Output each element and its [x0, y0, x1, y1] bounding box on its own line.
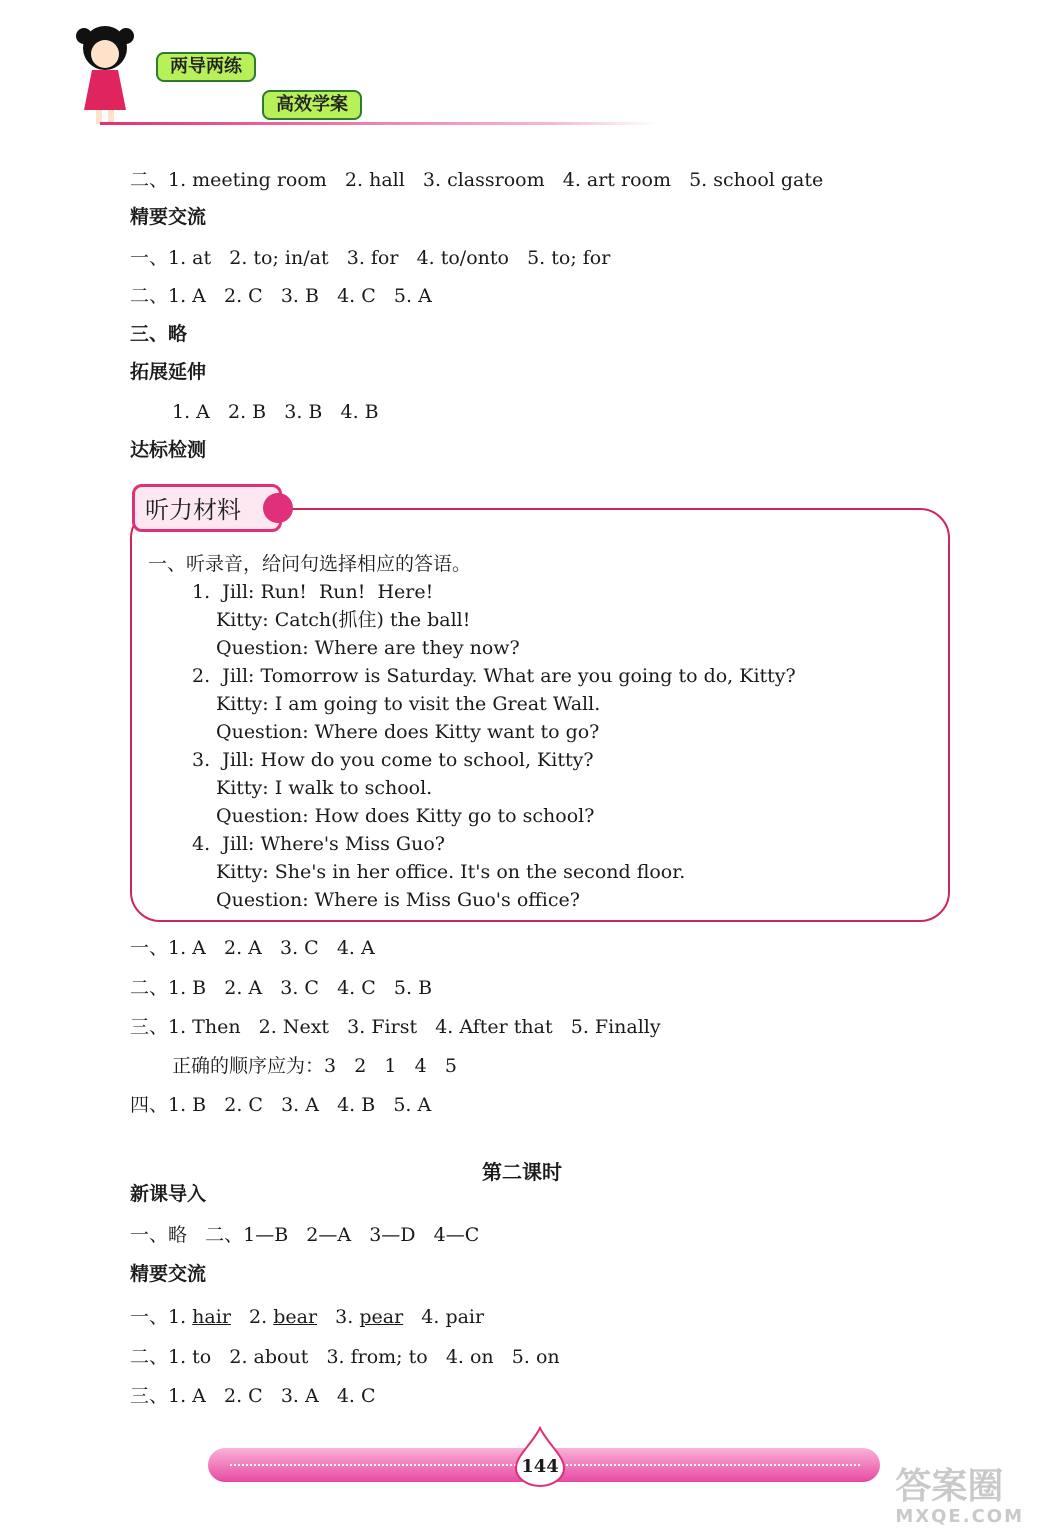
- girl-mascot-icon: [70, 18, 140, 128]
- listening-line: 1. Jill: Run! Run! Here!: [192, 581, 434, 603]
- section-heading: 新课导入: [130, 1183, 207, 1205]
- listening-line: Question: Where is Miss Guo's office?: [216, 889, 580, 911]
- text-fragment: 3.: [317, 1306, 360, 1328]
- section-heading: 精要交流: [130, 206, 207, 228]
- listening-line: Question: How does Kitty go to school?: [216, 805, 595, 827]
- underlined-word: hair: [192, 1306, 231, 1328]
- section-heading: 精要交流: [130, 1263, 207, 1285]
- header-tag-series: 两导两练: [156, 52, 256, 82]
- answer-line: 三、略: [130, 323, 188, 345]
- listening-material-title: [132, 484, 282, 532]
- listening-line: 4. Jill: Where's Miss Guo?: [192, 833, 445, 855]
- underlined-word: bear: [273, 1306, 318, 1328]
- answer-line: 一、略 二、1—B 2—A 3—D 4—C: [130, 1224, 480, 1246]
- answer-line: 一、1. at 2. to; in/at 3. for 4. to/onto 5. to; for: [130, 247, 611, 269]
- title-decoration-icon: [263, 493, 293, 523]
- answer-line: 1. A 2. B 3. B 4. B: [172, 401, 379, 423]
- header-divider: [100, 122, 660, 125]
- lesson-title: 第二课时: [482, 1160, 562, 1184]
- listening-line: Kitty: I walk to school.: [216, 777, 433, 799]
- answer-line: 二、1. to 2. about 3. from; to 4. on 5. on: [130, 1346, 560, 1368]
- answer-line: 一、1. A 2. A 3. C 4. A: [130, 937, 375, 959]
- watermark-logo: [895, 1468, 1024, 1527]
- text-fragment: 2.: [230, 1306, 274, 1328]
- watermark-top: 答案圈: [895, 1466, 1004, 1507]
- header-tag-title: 高效学案: [262, 90, 362, 120]
- answer-line: 三、1. A 2. C 3. A 4. C: [130, 1385, 376, 1407]
- listening-line: Question: Where are they now?: [216, 637, 520, 659]
- text-fragment: 4. pair: [403, 1306, 485, 1328]
- answer-line: 四、1. B 2. C 3. A 4. B 5. A: [130, 1094, 432, 1116]
- listening-line: Question: Where does Kitty want to go?: [216, 721, 600, 743]
- text-fragment: 一、1.: [130, 1306, 193, 1328]
- listening-line: Kitty: Catch(抓住) the ball!: [216, 609, 471, 631]
- answer-line: 二、1. A 2. C 3. B 4. C 5. A: [130, 285, 432, 307]
- listening-line: 3. Jill: How do you come to school, Kitty?: [192, 749, 594, 771]
- watermark-bottom: MXQE.COM: [895, 1506, 1024, 1527]
- page-number: 144: [521, 1456, 559, 1477]
- section-heading: 达标检测: [130, 439, 207, 461]
- section-heading: 拓展延伸: [130, 361, 207, 383]
- underlined-word: pear: [359, 1306, 404, 1328]
- answer-line: 二、1. B 2. A 3. C 4. C 5. B: [130, 977, 433, 999]
- listening-line: Kitty: She's in her office. It's on the second floor.: [216, 861, 686, 883]
- listening-line: 2. Jill: Tomorrow is Saturday. What are you going to do, Kitty?: [192, 665, 796, 687]
- listening-line: Kitty: I am going to visit the Great Wall.: [216, 693, 601, 715]
- answer-line: 三、1. Then 2. Next 3. First 4. After that 5. Finally: [130, 1016, 661, 1038]
- listening-title-text: 听力材料: [145, 496, 241, 524]
- listening-instruction: 一、听录音，给问句选择相应的答语。: [148, 553, 472, 575]
- answer-line: 二、1. meeting room 2. hall 3. classroom 4. art room 5. school gate: [130, 169, 824, 191]
- answer-order-line: 正确的顺序应为：3 2 1 4 5: [172, 1055, 457, 1077]
- answer-line-phonics: [130, 1305, 484, 1329]
